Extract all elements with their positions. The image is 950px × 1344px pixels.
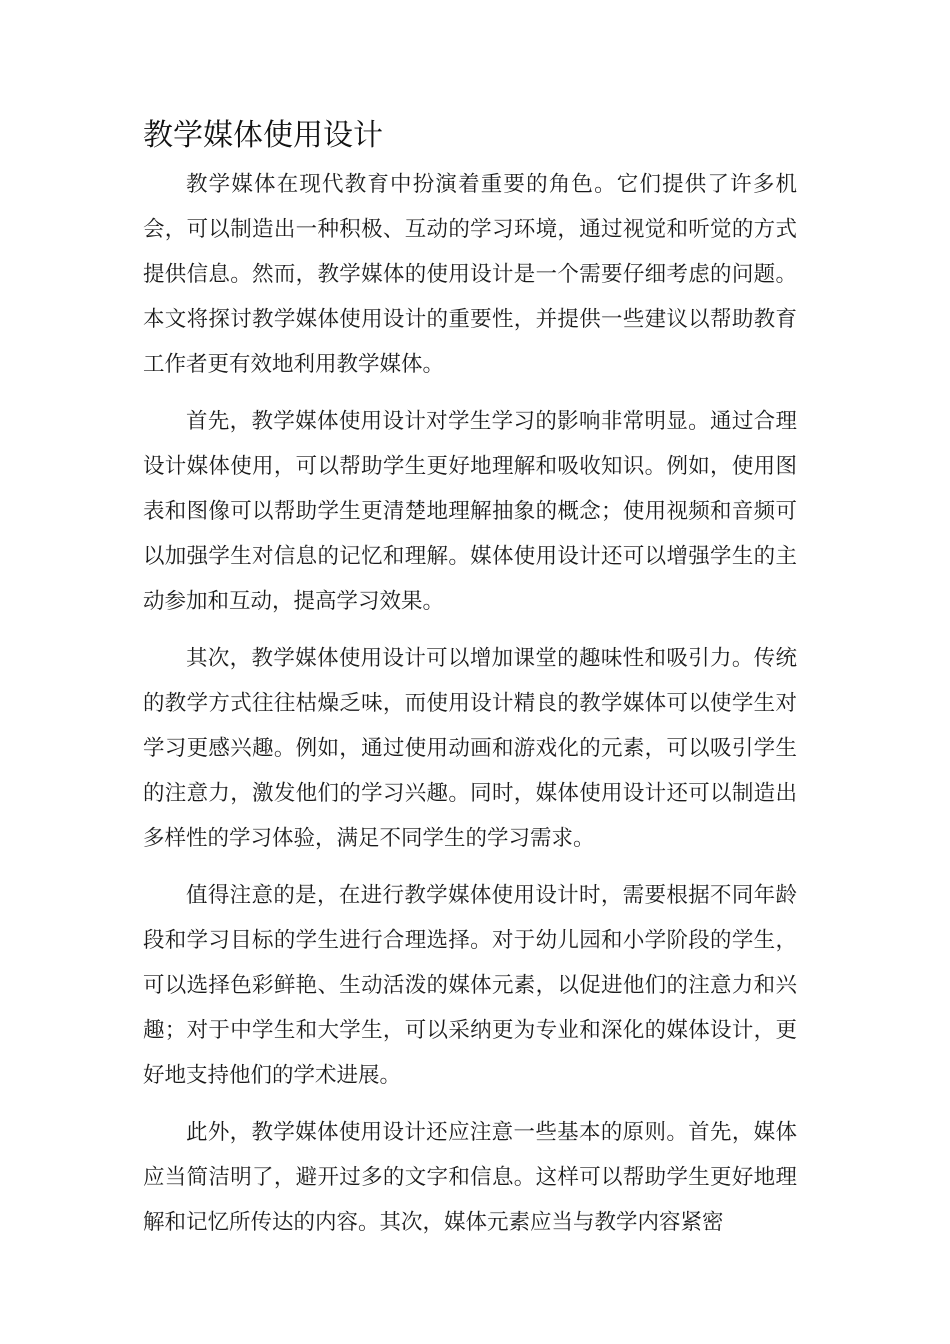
paragraph-5: 此外，教学媒体使用设计还应注意一些基本的原则。首先，媒体应当简洁明了，避开过多的文字和信息。这样可以帮助学生更好地理解和记忆所传达的内容。其次，媒体元素应当与教学内容紧密 bbox=[143, 1120, 797, 1235]
document-title: 教学媒体使用设计 bbox=[143, 118, 383, 153]
document-body bbox=[143, 162, 797, 1257]
paragraph-4: 值得注意的是，在进行教学媒体使用设计时，需要根据不同年龄段和学习目标的学生进行合理选择。对于幼儿园和小学阶段的学生，可以选择色彩鲜艳、生动活泼的媒体元素，以促进他们的注意力和兴趣；对于中学生和大学生，可以采纳更为专业和深化的媒体设计，更好地支持他们的学术进展。 bbox=[143, 883, 797, 1088]
paragraph-1: 教学媒体在现代教育中扮演着重要的角色。它们提供了许多机会，可以制造出一种积极、互动的学习环境，通过视觉和听觉的方式提供信息。然而，教学媒体的使用设计是一个需要仔细考虑的问题。本文将探讨教学媒体使用设计的重要性，并提供一些建议以帮助教育工作者更有效地利用教学媒体。 bbox=[143, 172, 797, 377]
paragraph-3: 其次，教学媒体使用设计可以增加课堂的趣味性和吸引力。传统的教学方式往往枯燥乏味，而使用设计精良的教学媒体可以使学生对学习更感兴趣。例如，通过使用动画和游戏化的元素，可以吸引学生的注意力，激发他们的学习兴趣。同时，媒体使用设计还可以制造出多样性的学习体验，满足不同学生的学习需求。 bbox=[143, 646, 797, 851]
paragraph-2: 首先，教学媒体使用设计对学生学习的影响非常明显。通过合理设计媒体使用，可以帮助学生更好地理解和吸收知识。例如，使用图表和图像可以帮助学生更清楚地理解抽象的概念；使用视频和音频可以加强学生对信息的记忆和理解。媒体使用设计还可以增强学生的主动参加和互动，提高学习效果。 bbox=[143, 409, 797, 614]
